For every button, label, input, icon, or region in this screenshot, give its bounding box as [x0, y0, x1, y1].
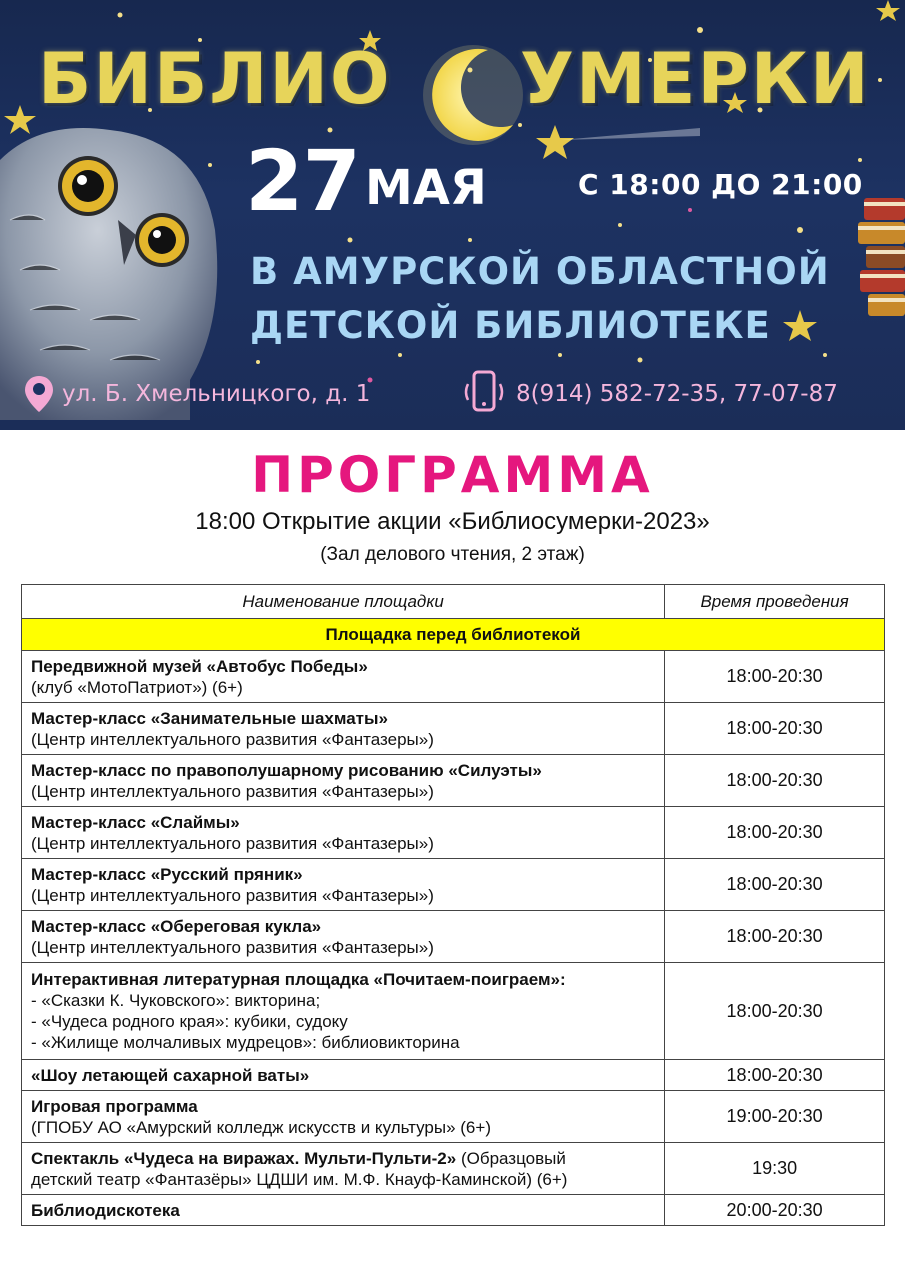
- activity-name: Мастер-класс «Обереговая кукла»: [31, 916, 322, 936]
- activity-organizer: (ГПОБУ АО «Амурский колледж искусств и культуры» (6+): [31, 1117, 491, 1137]
- title-left-part: БИБЛИО: [38, 38, 392, 120]
- section-label: Площадка перед библиотекой: [22, 619, 885, 651]
- title-right-part: УМЕРКИ: [520, 38, 871, 120]
- program-title: ПРОГРАММА: [251, 446, 654, 504]
- activity-time: 18:00-20:30: [665, 651, 885, 703]
- activity-name: «Шоу летающей сахарной ваты»: [31, 1065, 310, 1085]
- activity-organizer: детский театр «Фантазёры» ЦДШИ им. М.Ф. Кнауф-Каминской) (6+): [31, 1169, 568, 1189]
- activity-organizer: (клуб «МотоПатриот») (6+): [31, 677, 243, 697]
- contact-phones: 8(914) 582-72-35, 77-07-87: [516, 381, 838, 407]
- table-row: [22, 1195, 885, 1226]
- activity-organizer: (Центр интеллектуального развития «Фантазеры»): [31, 781, 434, 801]
- activity-time: 19:00-20:30: [665, 1091, 885, 1143]
- header-time: Время проведения: [665, 585, 885, 619]
- venue-line-1: В АМУРСКОЙ ОБЛАСТНОЙ: [250, 250, 830, 293]
- table-row: [22, 911, 885, 963]
- table-row: [22, 963, 885, 1060]
- location-pin-icon: [24, 374, 54, 414]
- activity-organizer: (Центр интеллектуального развития «Фантазеры»): [31, 937, 434, 957]
- venue-line-2: ДЕТСКОЙ БИБЛИОТЕКЕ: [250, 304, 771, 347]
- activity-subitem: - «Сказки К. Чуковского»: викторина;: [31, 991, 321, 1010]
- table-row: [22, 755, 885, 807]
- schedule-table: [21, 584, 885, 1226]
- activity-time: 20:00-20:30: [665, 1195, 885, 1226]
- table-row: [22, 1091, 885, 1143]
- activity-organizer-start: (Образцовый: [456, 1148, 566, 1168]
- activity-name: Мастер-класс по правополушарному рисованию «Силуэты»: [31, 760, 542, 780]
- event-day: 27: [245, 132, 360, 230]
- table-header-row: [22, 585, 885, 619]
- activity-organizer: (Центр интеллектуального развития «Фантазеры»): [31, 833, 434, 853]
- activity-time: 19:30: [665, 1143, 885, 1195]
- section-row: [22, 619, 885, 651]
- table-row: [22, 703, 885, 755]
- activity-time: 18:00-20:30: [665, 1060, 885, 1091]
- activity-time: 18:00-20:30: [665, 703, 885, 755]
- opening-location: (Зал делового чтения, 2 этаж): [320, 544, 585, 565]
- table-row: [22, 651, 885, 703]
- activity-time: 18:00-20:30: [665, 807, 885, 859]
- activity-name: Спектакль «Чудеса на виражах. Мульти-Пульти-2»: [31, 1148, 457, 1168]
- books-illustration: [858, 198, 905, 338]
- activity-name: Мастер-класс «Русский пряник»: [31, 864, 303, 884]
- activity-organizer: (Центр интеллектуального развития «Фантазеры»): [31, 729, 434, 749]
- activity-name: Игровая программа: [31, 1096, 198, 1116]
- table-row: [22, 1143, 885, 1195]
- moon-icon: [418, 40, 528, 150]
- event-time-range: С 18:00 ДО 21:00: [578, 168, 863, 201]
- activity-time: 18:00-20:30: [665, 755, 885, 807]
- activity-name: Интерактивная литературная площадка «Почитаем-поиграем»:: [31, 970, 566, 989]
- activity-organizer: (Центр интеллектуального развития «Фантазеры»): [31, 885, 434, 905]
- activity-name: Передвижной музей «Автобус Победы»: [31, 656, 368, 676]
- activity-name: Мастер-класс «Занимательные шахматы»: [31, 708, 388, 728]
- activity-name: Библиодискотека: [31, 1200, 180, 1220]
- table-row: [22, 1060, 885, 1091]
- phone-icon: [460, 368, 508, 416]
- header-name: Наименование площадки: [22, 585, 665, 619]
- table-row: [22, 807, 885, 859]
- opening-event: 18:00 Открытие акции «Библиосумерки-2023»: [195, 508, 710, 535]
- activity-subitem: - «Жилище молчаливых мудрецов»: библиовикторина: [31, 1033, 460, 1052]
- event-month: МАЯ: [365, 160, 487, 216]
- activity-time: 18:00-20:30: [665, 911, 885, 963]
- event-banner: [0, 0, 905, 430]
- venue-address: ул. Б. Хмельницкого, д. 1: [62, 381, 371, 407]
- activity-time: 18:00-20:30: [665, 859, 885, 911]
- activity-time: 18:00-20:30: [665, 963, 885, 1060]
- activity-subitem: - «Чудеса родного края»: кубики, судоку: [31, 1012, 348, 1031]
- event-title: [0, 28, 905, 118]
- table-row: [22, 859, 885, 911]
- activity-name: Мастер-класс «Слаймы»: [31, 812, 240, 832]
